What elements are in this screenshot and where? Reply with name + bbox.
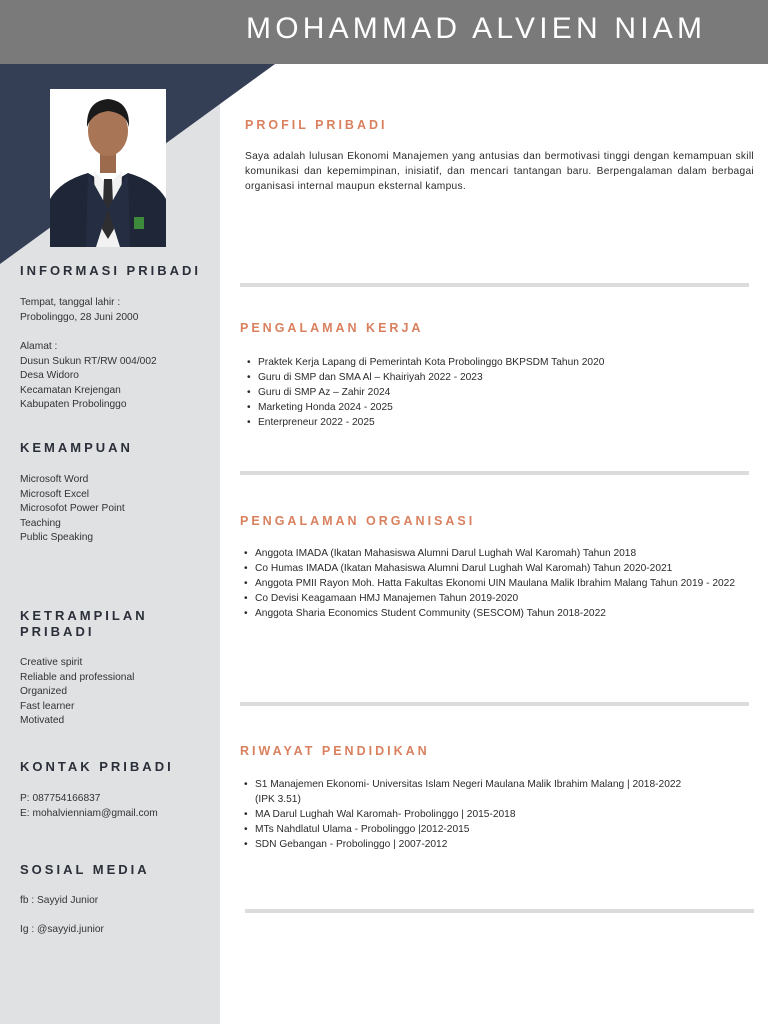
skills-heading-line: PRIBADI: [20, 624, 95, 639]
section-divider: [240, 283, 749, 287]
birth-value: Probolinggo, 28 Juni 2000: [20, 311, 139, 323]
skill-item: Fast learner: [20, 700, 75, 712]
education-heading: RIWAYAT PENDIDIKAN: [240, 744, 430, 758]
education-item: [244, 777, 714, 807]
ability-item: Public Speaking: [20, 532, 94, 544]
organization-item: • Co Humas IMADA (Ikatan Mahasiswa Alumni Darul Lughah Wal Karomah) Tahun 2020-2021: [244, 561, 744, 576]
address-info: [20, 340, 157, 413]
organization-list: [244, 546, 744, 621]
work-item: • Marketing Honda 2024 - 2025: [247, 400, 747, 415]
section-divider: [245, 909, 754, 913]
work-item: • Guru di SMP dan SMA Al – Khairiyah 2022 - 2023: [247, 370, 747, 385]
profile-photo: [50, 89, 166, 247]
skill-item: Organized: [20, 686, 68, 698]
section-divider: [240, 702, 749, 706]
education-item: • MA Darul Lughah Wal Karomah- Probolinggo | 2015-2018: [244, 807, 714, 822]
email-text: E: mohalvienniam@gmail.com: [20, 807, 158, 819]
organization-item: • Co Devisi Keagamaan HMJ Manajemen Tahun 2019-2020: [244, 591, 744, 606]
skill-item: Motivated: [20, 715, 65, 727]
work-list: [247, 355, 747, 430]
ability-item: Microsoft Word: [20, 474, 89, 485]
contact-list: [20, 792, 158, 821]
ability-item: Microsofot Power Point: [20, 503, 125, 515]
education-item: • MTs Nahdlatul Ulama - Probolinggo |2012-2015: [244, 822, 714, 837]
skills-heading: [20, 608, 148, 640]
organization-item: • Anggota IMADA (Ikatan Mahasiswa Alumni Darul Lughah Wal Karomah) Tahun 2018: [244, 546, 744, 561]
address-line: Kecamatan Krejengan: [20, 384, 121, 396]
social-heading: SOSIAL MEDIA: [20, 862, 150, 877]
name-header: [0, 0, 768, 64]
work-item: • Praktek Kerja Lapang di Pemerintah Kota Probolinggo BKPSDM Tahun 2020: [247, 355, 747, 370]
birth-label: Tempat, tanggal lahir :: [20, 297, 121, 308]
instagram-text: Ig : @sayyid.junior: [20, 924, 104, 935]
address-line: Dusun Sukun RT/RW 004/002: [20, 355, 157, 367]
organization-item: • Anggota Sharia Economics Student Community (SESCOM) Tahun 2018-2022: [244, 606, 744, 621]
ability-item: Microsoft Excel: [20, 488, 90, 500]
skill-item: Reliable and professional: [20, 671, 135, 683]
birth-info: [20, 296, 138, 325]
info-heading: INFORMASI PRIBADI: [20, 263, 201, 278]
address-label: Alamat :: [20, 341, 58, 352]
skills-list: [20, 656, 134, 729]
address-line: Kabupaten Probolinggo: [20, 399, 127, 411]
profile-text: Saya adalah lulusan Ekonomi Manajemen yang antusias dan bermotivasi tinggi dengan kemampuan skill komunikasi dan kepemimpinan, inisiatif, dan mencari tantangan baru. Berpengalaman dalam berbagai organisasi internal maupun eksternal kampus.: [245, 151, 754, 192]
skill-item: Creative spirit: [20, 657, 83, 668]
section-divider: [240, 471, 749, 475]
ability-item: Teaching: [20, 517, 61, 529]
education-item: • SDN Gebangan - Probolinggo | 2007-2012: [244, 837, 714, 852]
contact-heading: KONTAK PRIBADI: [20, 759, 174, 774]
profile-heading: PROFIL PRIBADI: [245, 118, 388, 132]
education-item-text: S1 Manajemen Ekonomi- Universitas Islam Negeri Maulana Malik Ibrahim Malang | 2018-2022: [255, 779, 682, 790]
phone-text: P: 087754166837: [20, 793, 101, 804]
abilities-list: [20, 473, 125, 546]
organization-heading: PENGALAMAN ORGANISASI: [240, 514, 476, 528]
gpa-text: (IPK 3.51): [255, 794, 301, 805]
education-list: [244, 777, 714, 852]
full-name: MOHAMMAD ALVIEN NIAM: [246, 12, 707, 45]
work-heading: PENGALAMAN KERJA: [240, 321, 424, 335]
facebook-text: fb : Sayyid Junior: [20, 895, 99, 906]
work-item: • Guru di SMP Az – Zahir 2024: [247, 385, 747, 400]
abilities-heading: KEMAMPUAN: [20, 440, 133, 455]
organization-item: • Anggota PMII Rayon Moh. Hatta Fakultas Ekonomi UIN Maulana Malik Ibrahim Malang Tahun 2019 - 2022: [244, 576, 735, 591]
work-item: • Enterpreneur 2022 - 2025: [247, 415, 747, 430]
address-line: Desa Widoro: [20, 370, 79, 382]
skills-heading-line: KETRAMPILAN: [20, 608, 148, 623]
